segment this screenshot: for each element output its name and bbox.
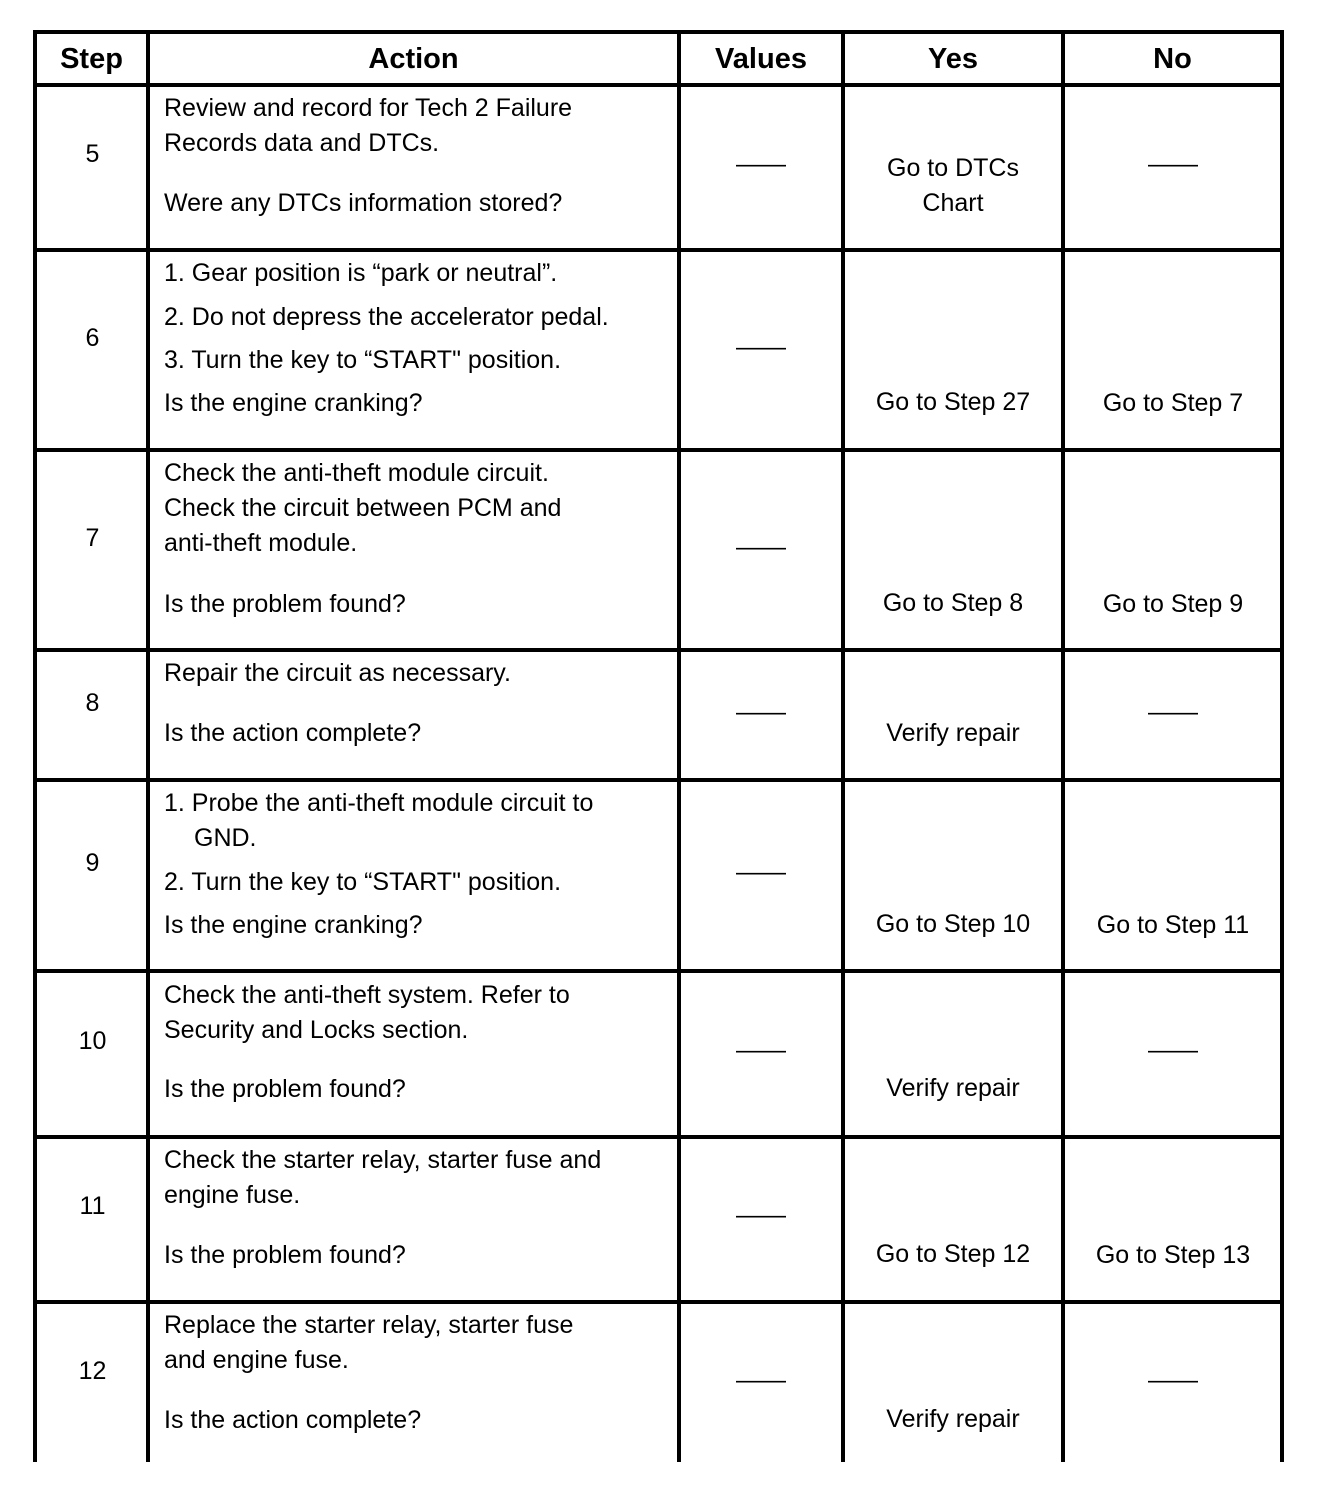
no-cell: Go to Step 13: [1095, 1241, 1251, 1269]
no-cell: ——: [1148, 1366, 1198, 1394]
yes-cell: Go to Step 10: [875, 910, 1031, 938]
no-cell: ——: [1148, 150, 1198, 178]
values-cell: ——: [736, 1201, 786, 1229]
column-divider: [146, 30, 150, 1462]
column-divider: [33, 30, 37, 1462]
values-cell: ——: [736, 698, 786, 726]
step-number: 7: [85, 524, 100, 552]
no-cell: Go to Step 7: [1102, 389, 1244, 417]
action-text: and engine fuse.: [164, 1346, 349, 1374]
yes-cell: Go to Step 8: [882, 589, 1024, 617]
action-text: GND.: [194, 824, 257, 852]
header-action: Action: [368, 42, 459, 75]
row-divider: [33, 969, 1284, 973]
action-text: Security and Locks section.: [164, 1016, 469, 1044]
step-number: 11: [79, 1192, 106, 1220]
action-text: Review and record for Tech 2 Failure: [164, 94, 573, 122]
no-cell: ——: [1148, 698, 1198, 726]
column-divider: [1061, 30, 1065, 1462]
action-text: Check the anti-theft module circuit.: [164, 459, 549, 487]
action-text: Replace the starter relay, starter fuse: [164, 1311, 574, 1339]
step-number: 5: [85, 140, 100, 168]
action-text: Check the starter relay, starter fuse and: [164, 1146, 602, 1174]
values-cell: ——: [736, 1036, 786, 1064]
row-divider: [33, 448, 1284, 452]
row-divider: [33, 1135, 1284, 1139]
values-cell: ——: [736, 858, 786, 886]
row-divider: [33, 1300, 1284, 1304]
row-divider: [33, 248, 1284, 252]
yes-cell: Go to Step 12: [875, 1240, 1031, 1268]
values-cell: ——: [736, 533, 786, 561]
yes-cell: Verify repair: [886, 719, 1020, 747]
column-divider: [841, 30, 845, 1462]
action-text: Repair the circuit as necessary.: [164, 659, 511, 687]
step-number: 6: [85, 324, 100, 352]
action-text: Check the circuit between PCM and: [164, 494, 562, 522]
column-divider: [1280, 30, 1284, 1462]
yes-cell: Verify repair: [886, 1405, 1020, 1433]
action-question: Is the action complete?: [164, 719, 422, 747]
action-question: Were any DTCs information stored?: [164, 189, 563, 217]
step-number: 12: [78, 1357, 107, 1385]
action-text: 3. Turn the key to “START" position.: [164, 346, 562, 374]
no-cell: Go to Step 9: [1102, 590, 1244, 618]
action-text: 1. Gear position is “park or neutral”.: [164, 259, 558, 287]
column-divider: [677, 30, 681, 1462]
action-text: anti-theft module.: [164, 529, 358, 557]
step-number: 9: [85, 849, 100, 877]
yes-cell: Go to DTCs Chart: [887, 154, 1019, 217]
step-number: 10: [78, 1027, 107, 1055]
action-text: engine fuse.: [164, 1181, 301, 1209]
header-no: No: [1153, 42, 1192, 75]
action-question: Is the engine cranking?: [164, 389, 423, 417]
action-text: 1. Probe the anti-theft module circuit to: [164, 789, 594, 817]
action-question: Is the problem found?: [164, 1241, 406, 1269]
header-step: Step: [60, 42, 123, 75]
values-cell: ——: [736, 1366, 786, 1394]
values-cell: ——: [736, 333, 786, 361]
header-values: Values: [715, 42, 807, 75]
action-text: 2. Turn the key to “START" position.: [164, 868, 562, 896]
row-divider: [33, 778, 1284, 782]
no-cell: Go to Step 11: [1096, 911, 1250, 939]
yes-cell: Go to Step 27: [875, 388, 1031, 416]
action-question: Is the engine cranking?: [164, 911, 423, 939]
action-question: Is the problem found?: [164, 1075, 406, 1103]
action-text: Check the anti-theft system. Refer to: [164, 981, 570, 1009]
yes-cell: Verify repair: [886, 1074, 1020, 1102]
action-text: 2. Do not depress the accelerator pedal.: [164, 303, 609, 331]
values-cell: ——: [736, 150, 786, 178]
step-number: 8: [85, 689, 100, 717]
action-text: Records data and DTCs.: [164, 129, 440, 157]
action-question: Is the action complete?: [164, 1406, 422, 1434]
row-divider: [33, 648, 1284, 652]
action-question: Is the problem found?: [164, 590, 406, 618]
no-cell: ——: [1148, 1036, 1198, 1064]
header-yes: Yes: [928, 42, 978, 75]
